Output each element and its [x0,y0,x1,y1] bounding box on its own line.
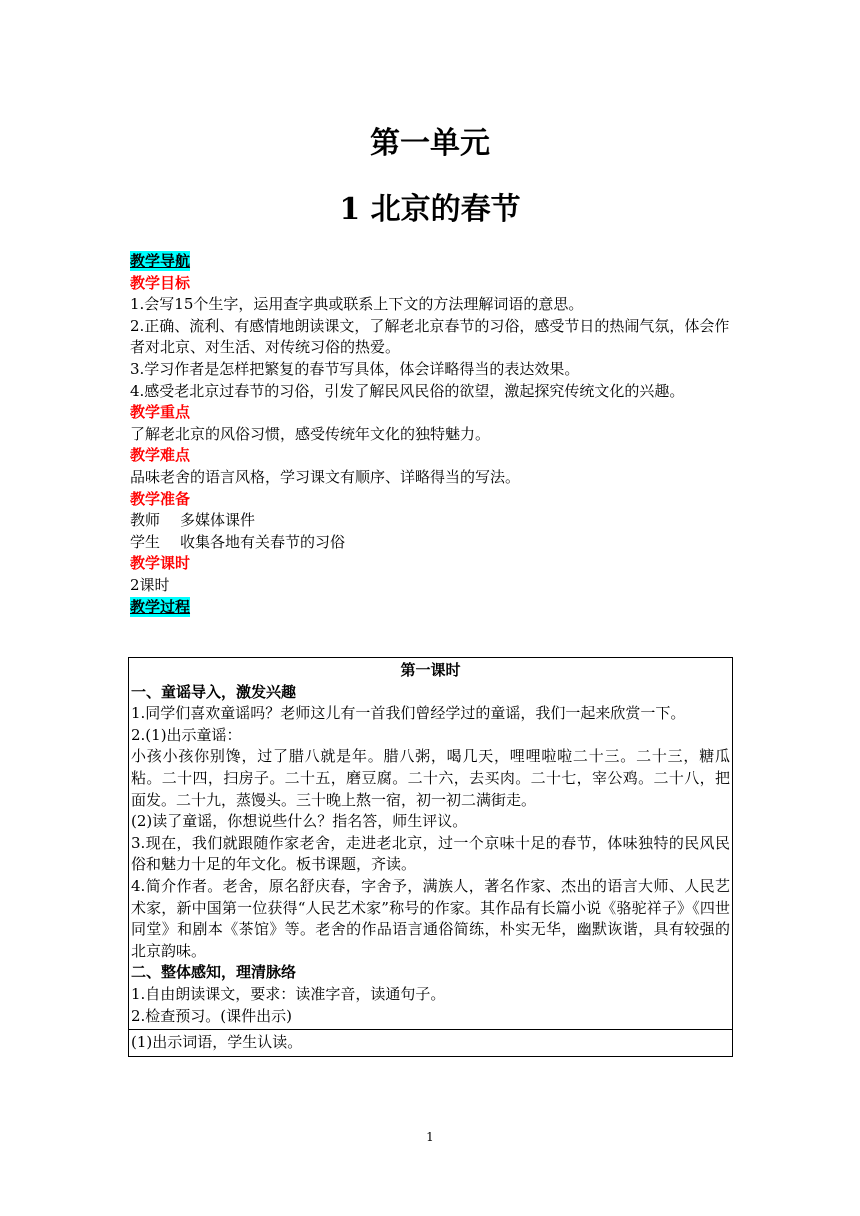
goal-item-1: 1.会写15个生字，运用查字典或联系上下文的方法理解词语的意思。 [130,295,584,314]
hours-heading: 教学课时 [130,554,191,573]
difficulties-text: 品味老舍的语言风格，学习课文有顺序、详略得当的写法。 [130,467,521,486]
student-item: 收集各地有关春节的习俗 [180,532,346,551]
section-heading-2: 二、整体感知，理清脉络 [131,963,297,982]
goal-item-3: 3.学习作者是怎样把繁复的春节写具体，体会详略得当的表达效果。 [130,359,580,378]
process-heading: 教学过程 [130,597,191,616]
lesson-overview [130,251,734,618]
goal-item-2: 2.正确、流利、有感情地朗读课文，了解老北京春节的习俗，感受节日的热闹气氛，体会作者对北京、对生活、对传统习俗的热爱。 [130,316,730,357]
lesson-title: 1 北京的春节 [339,192,521,227]
section1-paragraph: 3.现在，我们就跟随作家老舍，走进老北京，过一个京味十足的春节，体味独特的民风民俗和魅力十足的年文化。板书课题，齐读。 [131,833,730,874]
page-number: 1 [426,1130,434,1144]
preparation-heading: 教学准备 [130,489,191,508]
last-row-cell: (1)出示词语，学生认读。 [129,1030,733,1057]
preparation-student [130,532,734,554]
hours-text: 2课时 [130,575,170,594]
teacher-role: 教师 [130,511,161,530]
teacher-item: 多媒体课件 [180,511,256,530]
table-row [129,658,733,1030]
session-cell [129,658,733,1030]
section2-paragraph: 1.自由朗读课文，要求：读准字音，读通句子。 [131,984,446,1003]
session-title: 第一课时 [400,661,461,679]
section1-paragraph: 小孩小孩你别馋，过了腊八就是年。腊八粥，喝几天，哩哩啦啦二十三。二十三，糖瓜粘。二十四，扫房子。二十五，磨豆腐。二十六，去买肉。二十七，宰公鸡。二十八，把面发。二十九，蒸馒头。三十晚上熬一宿，初一初二满街走。 [131,747,730,809]
key-points-text: 了解老北京的风俗习惯，感受传统年文化的独特魅力。 [130,424,491,443]
goal-item-4: 4.感受老北京过春节的习俗，引发了解民风民俗的欲望，激起探究传统文化的兴趣。 [130,381,685,400]
key-points-heading: 教学重点 [130,403,191,422]
teaching-process-table [128,657,733,1057]
table-row [129,1030,733,1057]
section2-paragraph: 2.检查预习。(课件出示) [131,1006,293,1025]
goals-heading: 教学目标 [130,273,191,292]
section1-paragraph: (2)读了童谣，你想说些什么？指名答，师生评议。 [131,812,468,831]
unit-title: 第一单元 [370,126,490,161]
section1-paragraph: 2.(1)出示童谣： [131,725,242,744]
section-heading-1: 一、童谣导入，激发兴趣 [131,682,297,701]
preparation-teacher [130,510,734,532]
teaching-navigation-heading: 教学导航 [130,252,191,270]
student-role: 学生 [130,532,161,551]
section1-paragraph: 4.简介作者。老舍，原名舒庆春，字舍予，满族人，著名作家、杰出的语言大师、人民艺术家，新中国第一位获得“人民艺术家”称号的作家。其作品有长篇小说《骆驼祥子》《四世同堂》和剧本《茶馆》等。老舍的作品语言通俗简练，朴实无华，幽默诙谐，具有较强的北京韵味。 [131,876,730,960]
section1-paragraph: 1.同学们喜欢童谣吗？老师这儿有一首我们曾经学过的童谣，我们一起来欣赏一下。 [131,704,686,723]
difficulties-heading: 教学难点 [130,446,191,465]
